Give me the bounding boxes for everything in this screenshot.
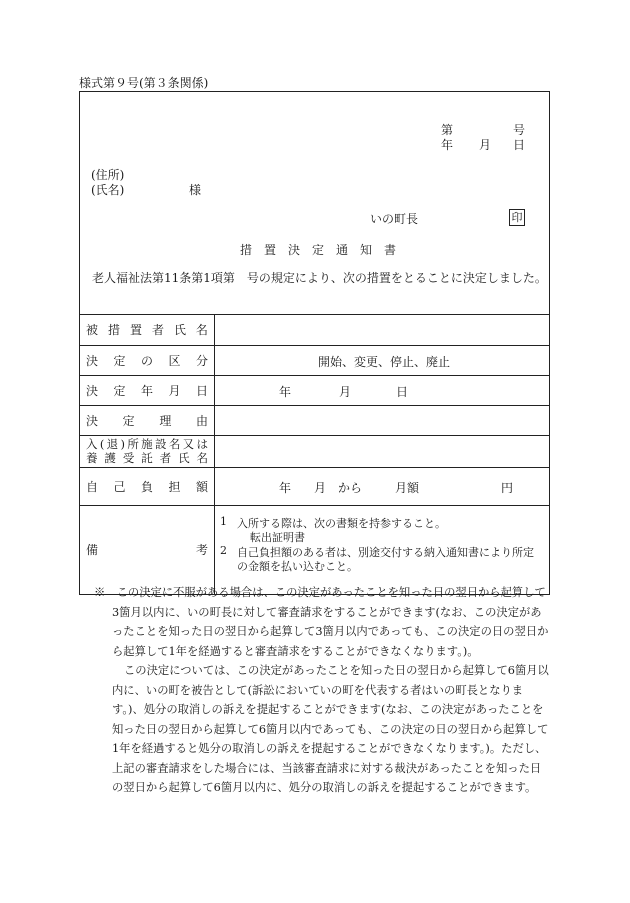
table-row-label: 決 定 年 月 日 bbox=[86, 383, 208, 398]
monthly-amount-label: 月額 bbox=[395, 481, 420, 495]
appeal-notice bbox=[94, 583, 550, 798]
burden-month-label: 月 bbox=[314, 481, 327, 495]
date-year-label: 年 bbox=[441, 138, 454, 152]
remark-item-text: 自己負担額のある者は、別途交付する納入通知書により所定 bbox=[237, 546, 534, 559]
table-row-label: 決 定 の 区 分 bbox=[86, 353, 208, 368]
facility-name-label: 入(退)所施設名又は 養護受託者氏名 bbox=[86, 437, 208, 465]
document-title: 措置決定通知書 bbox=[240, 243, 409, 257]
body-text: 老人福祉法第11条第1項第 号の規定により、次の措置をとることに決定しました。 bbox=[92, 271, 547, 285]
decision-type-options: 開始、変更、停止、廃止 bbox=[318, 355, 451, 369]
table-row-label: 決 定 理 由 bbox=[86, 413, 208, 428]
table-row-label: 備 考 bbox=[86, 542, 208, 557]
name-label: (氏名) bbox=[91, 183, 125, 197]
table-row-label: 被 措 置 者 氏 名 bbox=[86, 323, 208, 337]
appeal-paragraph-1: ※ この決定に不服がある場合は、この決定があったことを知った日の翌日から起算して3箇月以内に、いの町長に対して審査請求をすることができます(なお、この決定があったことを知った日の翌日から起算して3箇月以内であっても、この決定の日の翌日から起算して1年を経過すると審査請求をすることができなくなります。)。 bbox=[94, 586, 549, 658]
yen-label: 円 bbox=[501, 481, 514, 495]
table-row-label: 自 己 負 担 額 bbox=[86, 479, 208, 494]
remark-sub-item: 転出証明書 bbox=[250, 531, 305, 544]
issuer-title: いの町長 bbox=[370, 212, 419, 226]
appeal-paragraph-2: この決定については、この決定があったことを知った日の翌日から起算して6箇月以内に、いの町を被告として(訴訟においていの町を代表する者はいの町長となります。)、処分の取消しの訴えを提起することができます(なお、この決定があったことを知った日の翌日から起算して6箇月以内であっても、この決定の日の翌日から起算して1年を経過すると処分の取消しの訴えを提起することができなくなります。)。ただし、上記の審査請求をした場合には、当該審査請求に対する裁決があったことを知った日の翌日から起算して6箇月以内に、処分の取消しの訴えを提起することができます。 bbox=[112, 664, 549, 794]
remark-item-text: 入所する際は、次の書類を持参すること。 bbox=[237, 517, 446, 530]
honorific: 様 bbox=[189, 183, 202, 197]
number-label: 第 bbox=[441, 123, 454, 137]
row-divider bbox=[80, 435, 549, 436]
date-day-label: 日 bbox=[513, 138, 526, 152]
seal-mark: 印 bbox=[509, 209, 525, 226]
notice-form-frame bbox=[79, 91, 550, 595]
remark-item-text: の金額を払い込むこと。 bbox=[237, 560, 358, 573]
decision-day-label: 日 bbox=[396, 385, 409, 399]
column-divider bbox=[214, 314, 215, 594]
date-month-label: 月 bbox=[479, 138, 492, 152]
decision-year-label: 年 bbox=[279, 385, 292, 399]
decision-month-label: 月 bbox=[339, 385, 352, 399]
form-number-title: 様式第９号(第３条関係) bbox=[79, 76, 209, 90]
burden-from-label: から bbox=[338, 481, 363, 495]
address-label: (住所) bbox=[91, 168, 125, 182]
remark-item-number: 2 bbox=[220, 544, 227, 557]
burden-year-label: 年 bbox=[279, 481, 292, 495]
remark-item-number: 1 bbox=[220, 515, 227, 528]
number-suffix: 号 bbox=[513, 123, 526, 137]
